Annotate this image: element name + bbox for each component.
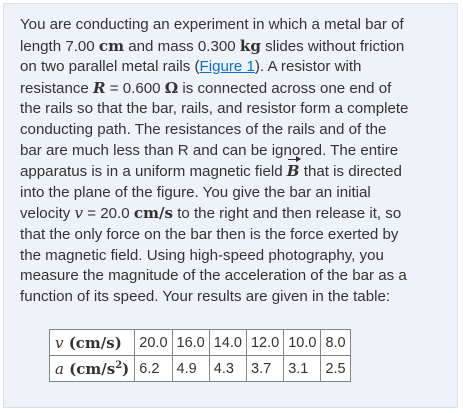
text-fragment: velocity	[20, 205, 75, 223]
unit-exponent: 2	[115, 359, 123, 371]
problem-line: the magnetic field. Using high-speed photography, you	[20, 246, 384, 264]
table-cell: 14.0	[209, 330, 246, 356]
problem-line	[20, 36, 448, 58]
text-fragment: and mass 0.300	[124, 37, 240, 55]
unit-label: (cm/s)	[63, 333, 122, 352]
table-cell: 4.3	[209, 356, 246, 382]
problem-line: into the plane of the figure. You give the bar an initial	[20, 183, 371, 201]
table-cell: 3.7	[246, 356, 283, 382]
problem-line: conducting path. The resistances of the rails and of the	[20, 120, 387, 138]
problem-line	[20, 78, 448, 100]
table-cell: 16.0	[172, 330, 209, 356]
unit-label: (cm/s	[63, 359, 116, 378]
unit-cm: cm	[98, 36, 125, 55]
text-fragment: length 7.00	[20, 37, 99, 55]
variable-v: v	[74, 204, 84, 223]
table-cell: 8.0	[321, 330, 350, 356]
problem-text	[20, 15, 448, 307]
problem-line	[20, 57, 448, 78]
text-fragment: is connected across one end of	[178, 79, 392, 97]
unit-ohm: Ω	[164, 78, 179, 97]
table-row	[50, 356, 351, 382]
text-fragment: that is directed	[299, 163, 402, 181]
problem-line: measure the magnitude of the acceleration of the bar as a	[20, 267, 407, 285]
problem-line: bar are much less than R and can be ignored. The entire	[20, 141, 399, 159]
vector-b: B	[286, 162, 300, 181]
row-header-acceleration	[50, 356, 135, 382]
text-fragment: to the right and then release it, so	[173, 205, 402, 223]
table-cell: 6.2	[135, 356, 172, 382]
problem-line: that the only force on the bar then is the force exerted by	[20, 225, 399, 243]
text-fragment: slides without friction	[260, 37, 405, 55]
variable-v: v	[55, 333, 64, 352]
text-fragment: resistance	[20, 79, 93, 97]
text-fragment: apparatus is in a uniform magnetic field	[20, 163, 287, 181]
table-cell: 2.5	[321, 356, 350, 382]
data-table	[49, 329, 351, 382]
problem-line	[20, 161, 448, 183]
table-cell: 3.1	[284, 356, 321, 382]
text-fragment: on two parallel metal rails (	[20, 58, 200, 76]
table-row	[50, 330, 351, 356]
table-cell: 10.0	[284, 330, 321, 356]
variable-a: a	[55, 359, 64, 378]
table-cell: 20.0	[135, 330, 172, 356]
text-fragment: = 0.600	[105, 79, 165, 97]
text-fragment: ). A resistor with	[254, 58, 362, 76]
table-cell: 4.9	[172, 356, 209, 382]
problem-line	[20, 203, 448, 225]
problem-line: the rails so that the bar, rails, and resistor form a complete	[20, 100, 409, 118]
figure-1-link[interactable]: Figure 1	[199, 58, 255, 76]
problem-line: function of its speed. Your results are given in the table:	[20, 287, 391, 305]
unit-kg: kg	[239, 36, 261, 55]
unit-cm-per-s: cm/s	[133, 204, 174, 223]
unit-label: )	[122, 359, 130, 378]
table-cell: 12.0	[246, 330, 283, 356]
row-header-speed	[50, 330, 135, 356]
problem-panel	[3, 3, 458, 408]
variable-r: R	[93, 78, 106, 97]
problem-line: You are conducting an experiment in which a metal bar of	[20, 16, 404, 33]
text-fragment: = 20.0	[83, 205, 134, 223]
